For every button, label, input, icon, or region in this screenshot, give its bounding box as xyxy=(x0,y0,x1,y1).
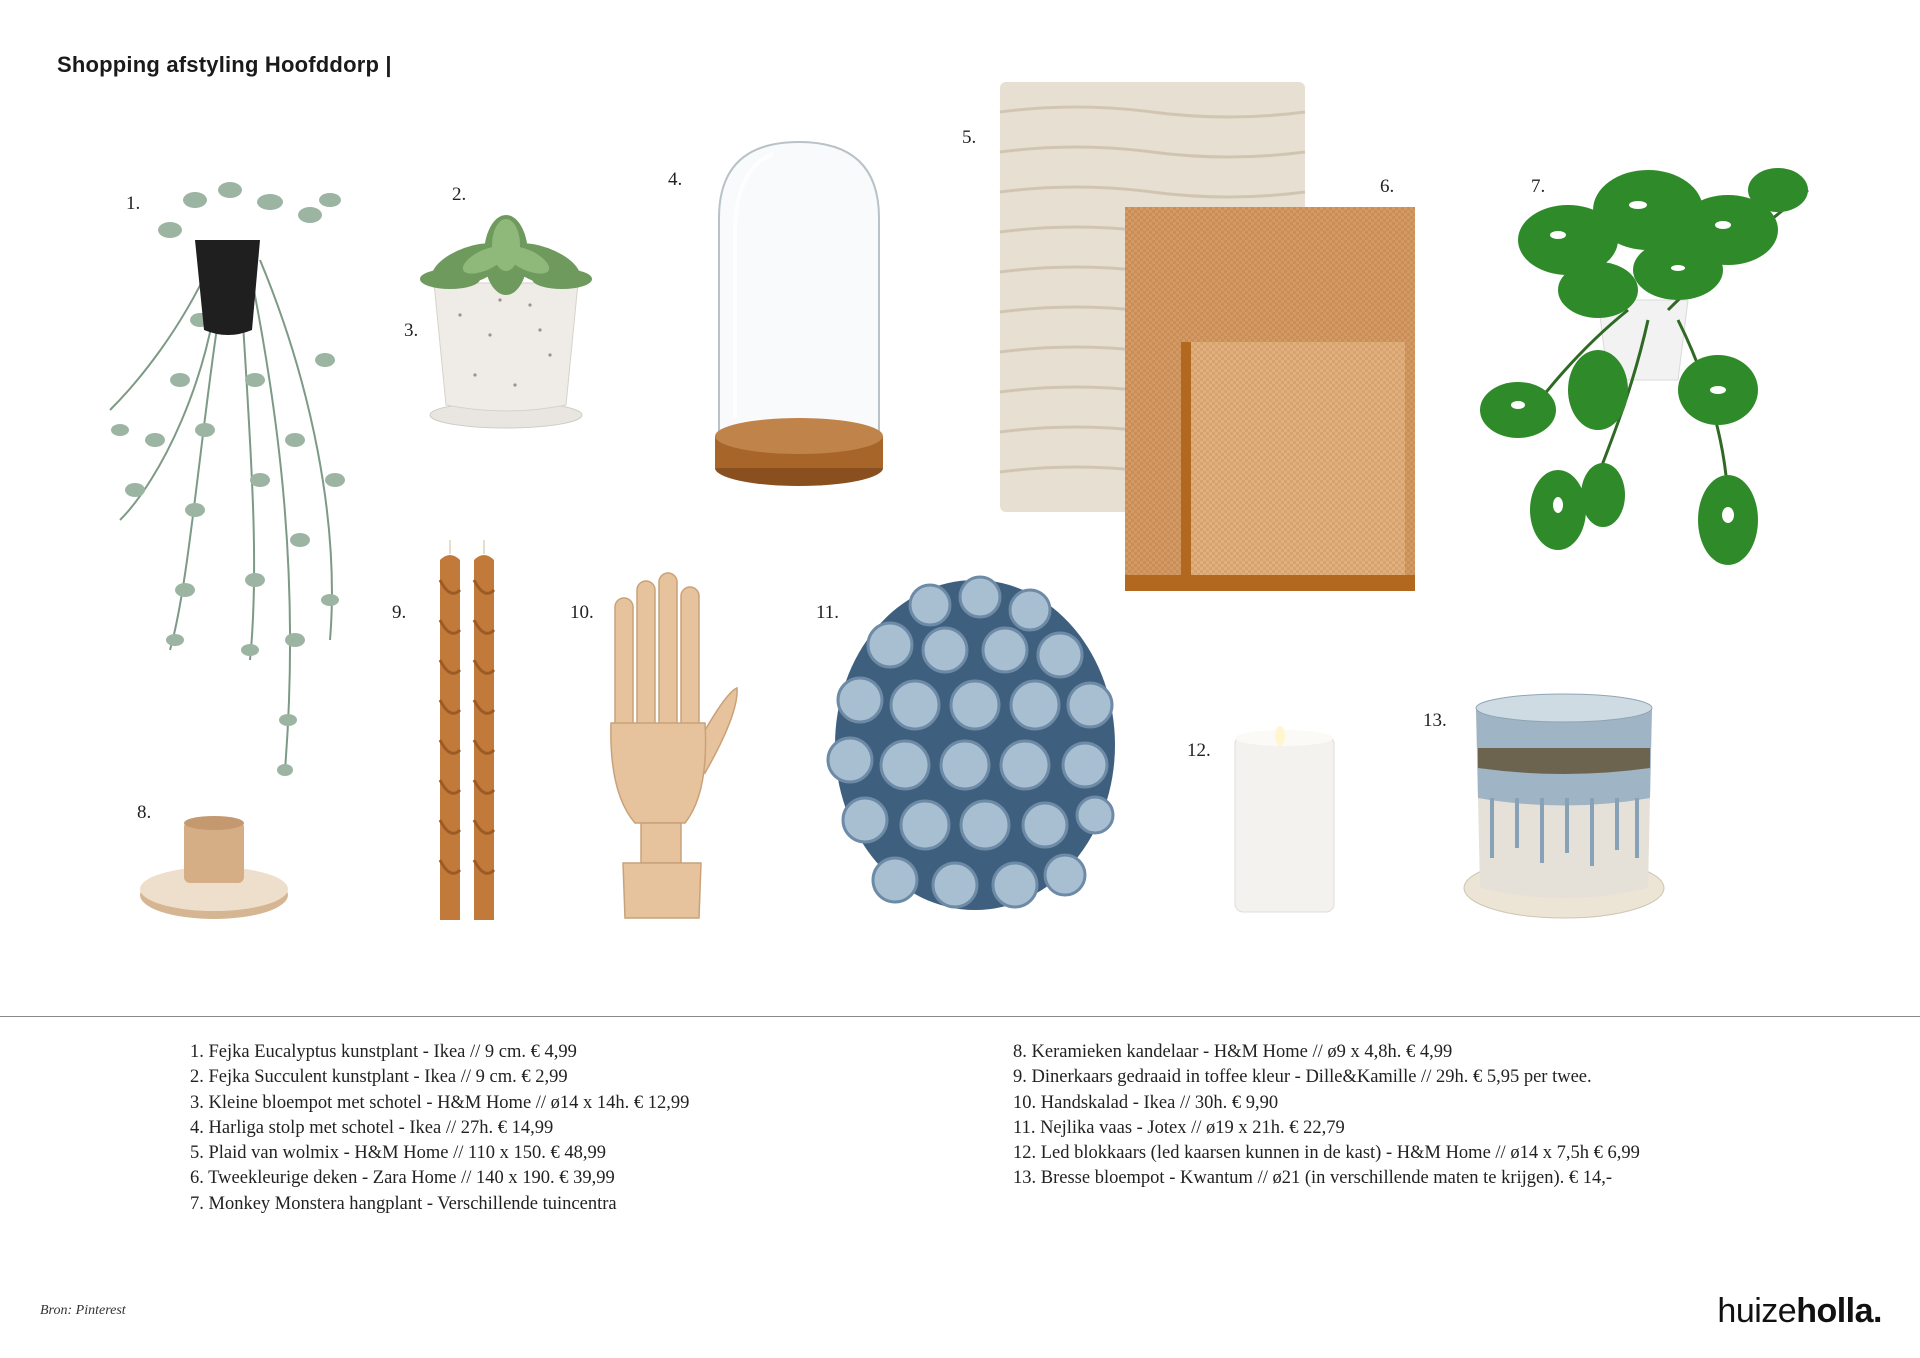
label-8: 8. xyxy=(137,802,152,823)
blue-ceramic-vase-image xyxy=(830,575,1120,930)
label-5: 5. xyxy=(962,127,977,148)
label-10: 10. xyxy=(570,602,594,623)
twisted-candles-image xyxy=(432,540,502,925)
succulent-pot-image xyxy=(420,205,592,430)
label-4: 4. xyxy=(668,169,683,190)
list-item: 6. Tweekleurige deken - Zara Home // 140 x 190. € 39,99 xyxy=(190,1168,615,1189)
list-item: 10. Handskalad - Ikea // 30h. € 9,90 xyxy=(1013,1092,1279,1113)
monstera-plant-image xyxy=(1478,150,1828,575)
source-credit: Bron: Pinterest xyxy=(40,1303,126,1318)
list-item: 4. Harliga stolp met schotel - Ikea // 27h. € 14,99 xyxy=(190,1117,554,1138)
label-7: 7. xyxy=(1531,176,1546,197)
wooden-hand-image xyxy=(605,573,740,918)
list-item: 12. Led blokkaars (led kaarsen kunnen in de kast) - H&M Home // ø14 x 7,5h € 6,99 xyxy=(1013,1143,1640,1164)
eucalyptus-plant-image xyxy=(100,180,360,790)
brand-logo xyxy=(1717,1292,1882,1331)
glazed-flowerpot-image xyxy=(1462,688,1667,925)
label-1: 1. xyxy=(126,193,141,214)
list-item: 1. Fejka Eucalyptus kunstplant - Ikea // 9 cm. € 4,99 xyxy=(190,1042,577,1062)
logo-bold-text: holla. xyxy=(1796,1292,1882,1330)
label-2: 2. xyxy=(452,184,467,205)
product-list-left xyxy=(190,1040,689,1217)
label-13: 13. xyxy=(1423,710,1447,731)
led-candle-image xyxy=(1233,728,1336,916)
two-tone-blanket-image xyxy=(1125,207,1415,592)
candle-holder-image xyxy=(138,815,290,923)
product-list-right xyxy=(1013,1040,1640,1192)
label-12: 12. xyxy=(1187,740,1211,761)
label-9: 9. xyxy=(392,602,407,623)
label-3: 3. xyxy=(404,320,419,341)
section-divider xyxy=(0,1016,1920,1017)
list-item: 2. Fejka Succulent kunstplant - Ikea // 9 cm. € 2,99 xyxy=(190,1067,568,1088)
label-11: 11. xyxy=(816,602,840,623)
glass-cloche-image xyxy=(713,138,885,490)
logo-light-text: huize xyxy=(1717,1292,1797,1330)
list-item: 7. Monkey Monstera hangplant - Verschillende tuincentra xyxy=(190,1193,617,1214)
label-6: 6. xyxy=(1380,176,1395,197)
page-title: Shopping afstyling Hoofddorp | xyxy=(57,52,392,77)
list-item: 13. Bresse bloempot - Kwantum // ø21 (in verschillende maten te krijgen). € 14,- xyxy=(1013,1168,1613,1189)
list-item: 3. Kleine bloempot met schotel - H&M Home // ø14 x 14h. € 12,99 xyxy=(190,1092,690,1113)
list-item: 5. Plaid van wolmix - H&M Home // 110 x 150. € 48,99 xyxy=(190,1143,607,1164)
list-item: 9. Dinerkaars gedraaid in toffee kleur - Dille&Kamille // 29h. € 5,95 per twee. xyxy=(1013,1067,1592,1088)
list-item: 8. Keramieken kandelaar - H&M Home // ø9 x 4,8h. € 4,99 xyxy=(1013,1042,1453,1062)
list-item: 11. Nejlika vaas - Jotex // ø19 x 21h. € 22,79 xyxy=(1013,1117,1345,1138)
